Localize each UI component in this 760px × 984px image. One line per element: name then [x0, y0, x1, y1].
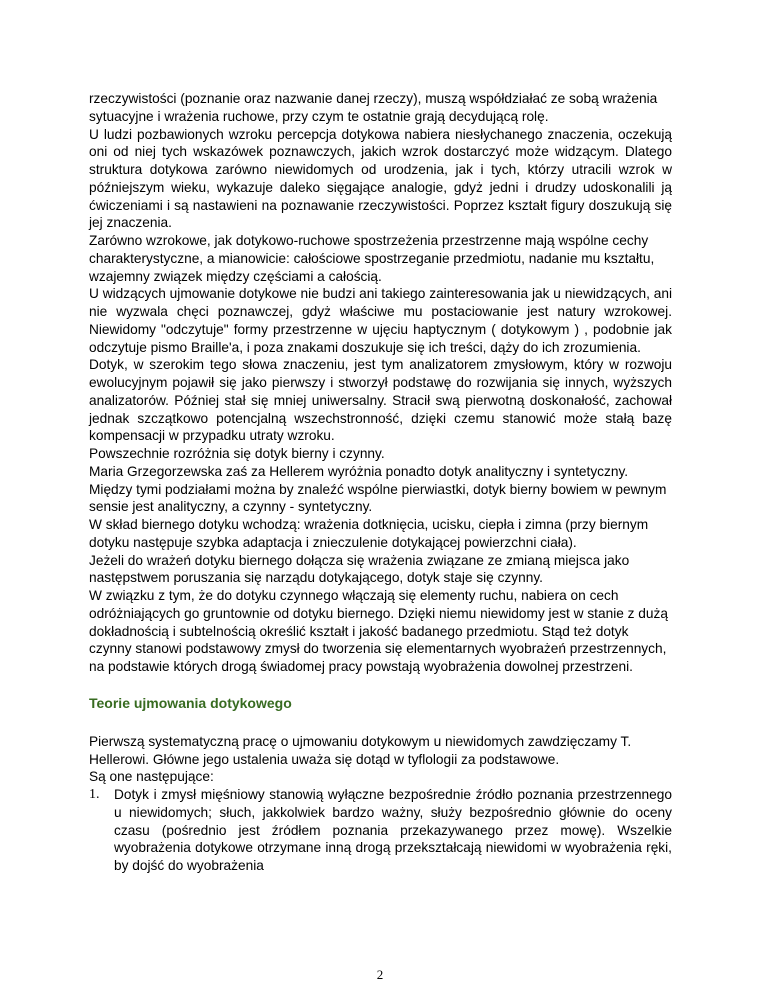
- paragraph: Pierwszą systematyczną pracę o ujmowaniu dotykowym u niewidomych zawdzięczamy T. Hellerowi. Główne jego ustalenia uważa się dotąd w tyflologii za podstawowe.: [89, 733, 632, 767]
- body-text-bottom: [89, 733, 672, 786]
- paragraph: Są one następujące:: [89, 769, 214, 785]
- paragraph: U ludzi pozbawionych wzroku percepcja dotykowa nabiera niesłychanego znaczenia, oczekują oni od niej tych wskazówek poznawczych, jakich wzrok dostarczyć może widzącym. Dlatego struktura dotykowa zarówno niewidomych od urodzenia, jak i tych, którzy utracili wzrok w późniejszym wieku, wykazuje daleko sięgające analogie, gdyż jedni i drudzy udoskonalili ją ćwiczeniami i są nastawieni na poznawanie rzeczywistości. Poprzez kształt figury doszukują się jej znaczenia.: [89, 126, 672, 231]
- paragraph: U widzących ujmowanie dotykowe nie budzi ani takiego zainteresowania jak u niewidzących, ani nie wyzwala chęci poznawczej, gdyż właściwe mu postaciowanie jest natury wzrokowej. Niewidomy "odczytuje" formy przestrzenne w ujęciu haptycznym ( dotykowym ) , podobnie jak odczytuje pismo Braille'a, i poza znakami doszukuje się ich treści, dąży do ich zrozumienia.: [89, 286, 672, 355]
- paragraph: Powszechnie rozróżnia się dotyk bierny i czynny.: [89, 446, 385, 461]
- list-number: 1.: [89, 787, 100, 802]
- section-heading: Teorie ujmowania dotykowego: [89, 694, 292, 711]
- list-item-text: Dotyk i zmysł mięśniowy stanowią wyłączne bezpośrednie źródło poznania przestrzennego u niewidomych; słuch, jakkolwiek bardzo ważny, służy bezpośrednio głównie do oceny czasu (pośrednio jest źródłem poznania przekazywanego przez mowę). Wszelkie wyobrażenia dotykowe otrzymane inną drogą przekształcają niewidomi w wyobrażenia ręki, by dojść do wyobrażenia: [114, 787, 672, 873]
- numbered-list: [89, 786, 672, 875]
- paragraph: Zarówno wzrokowe, jak dotykowo-ruchowe spostrzeżenia przestrzenne mają wspólne cechy charakterystyczne, a mianowicie: całościowe spostrzeganie przedmiotu, nadanie mu kształtu, wzajemny związek między częściami a całością.: [89, 233, 655, 284]
- body-text-top: [89, 90, 672, 676]
- page-number: 2: [376, 967, 384, 982]
- paragraph: Dotyk, w szerokim tego słowa znaczeniu, jest tym analizatorem zmysłowym, który w rozwoju ewolucyjnym pojawił się jako pierwszy i stworzył podstawę do rozwijania się innych, wyższych analizatorów. Później stał się mniej uniwersalny. Stracił swą pierwotną doskonałość, zachował jednak szczątkowo potencjalną wszechstronność, dzięki czemu stanowić może stałą bazę kompensacji w przypadku utraty wzroku.: [89, 357, 672, 444]
- paragraph: Jeżeli do wrażeń dotyku biernego dołącza się wrażenia związane ze zmianą miejsca jako następstwem poruszania się narządu dotykającego, dotyk staje się czynny.: [89, 552, 630, 586]
- list-item: [89, 786, 672, 875]
- document-body: [89, 90, 672, 875]
- paragraph: W związku z tym, że do dotyku czynnego włączają się elementy ruchu, nabiera on cech odróżniających go gruntownie od dotyku biernego. Dzięki niemu niewidomy jest w stanie z dużą dokładnością i subtelnością określić kształt i jakość badanego przedmiotu. Stąd też dotyk czynny stanowi podstawowy zmysł do tworzenia się elementarnych wyobrażeń przestrzennych, na podstawie których drogą świadomej pracy powstają wyobrażenia dowolnej przestrzeni.: [89, 588, 668, 674]
- paragraph: Maria Grzegorzewska zaś za Hellerem wyróżnia ponadto dotyk analityczny i syntetyczny. Między tymi podziałami można by znaleźć wspólne pierwiastki, dotyk bierny bowiem w pewnym sensie jest analityczny, a czynny - syntetyczny.: [89, 463, 667, 515]
- paragraph: W skład biernego dotyku wchodzą: wrażenia dotknięcia, ucisku, ciepła i zimna (przy biernym dotyku następuje szybka adaptacja i znieczulenie dotykającej powierzchni ciała).: [89, 517, 649, 550]
- paragraph: rzeczywistości (poznanie oraz nazwanie danej rzeczy), muszą współdziałać ze sobą wrażenia sytuacyjne i wrażenia ruchowe, przy czym te ostatnie grają decydującą rolę.: [89, 91, 658, 124]
